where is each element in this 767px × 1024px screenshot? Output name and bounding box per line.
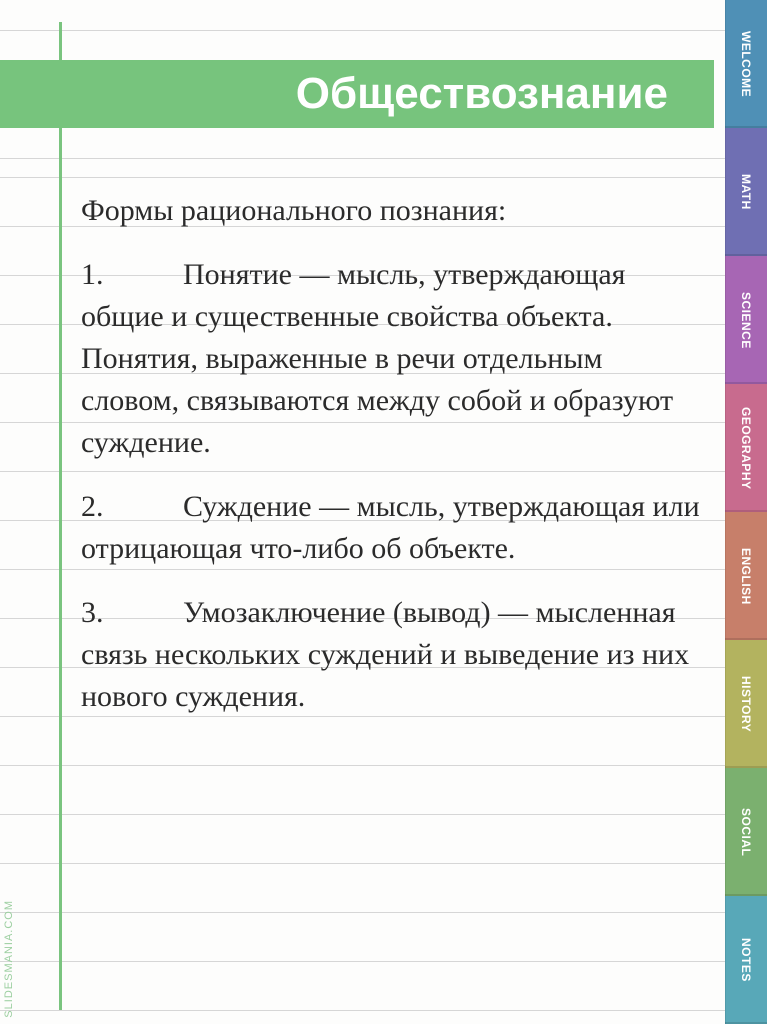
tab-label: MATH bbox=[739, 174, 753, 210]
ruled-line bbox=[0, 1010, 725, 1011]
item-text: Суждение — мысль, утверждающая или отрицающая что-либо об объекте. bbox=[81, 490, 700, 565]
intro-text: Формы рационального познания: bbox=[81, 194, 507, 227]
content-body bbox=[81, 190, 701, 740]
tab-english[interactable] bbox=[725, 512, 767, 640]
ruled-line bbox=[0, 814, 725, 815]
tab-label: SCIENCE bbox=[739, 291, 753, 349]
tab-label: ENGLISH bbox=[739, 547, 753, 605]
tab-social[interactable] bbox=[725, 768, 767, 896]
tab-welcome[interactable] bbox=[725, 0, 767, 128]
ruled-line bbox=[0, 912, 725, 913]
tab-label: WELCOME bbox=[739, 30, 753, 98]
item-text: Умозаключение (вывод) — мысленная связь нескольких суждений и выведение из них нового суждения. bbox=[81, 596, 690, 713]
item-number: 3. bbox=[81, 596, 104, 629]
tab-label: HISTORY bbox=[739, 675, 753, 733]
item-number: 2. bbox=[81, 490, 104, 523]
ruled-line bbox=[0, 961, 725, 962]
page-title: Обществознание bbox=[295, 69, 668, 118]
ruled-line bbox=[0, 158, 725, 159]
list-item bbox=[81, 486, 701, 570]
tab-label: GEOGRAPHY bbox=[739, 406, 753, 490]
item-text: Понятие — мысль, утверждающая общие и существенные свойства объекта. Понятия, выраженные в речи отдельным словом, связываются между собой и образуют суждение. bbox=[81, 258, 674, 459]
tab-label: SOCIAL bbox=[739, 807, 753, 857]
ruled-line bbox=[0, 177, 725, 178]
tab-geography[interactable] bbox=[725, 384, 767, 512]
tab-label: NOTES bbox=[739, 938, 753, 982]
section-tabs bbox=[725, 0, 767, 1024]
list-item bbox=[81, 592, 701, 718]
brand-watermark: SLIDESMANIA.COM bbox=[3, 900, 15, 1018]
ruled-line bbox=[0, 30, 725, 31]
item-number: 1. bbox=[81, 258, 104, 291]
ruled-line bbox=[0, 863, 725, 864]
tab-math[interactable] bbox=[725, 128, 767, 256]
ruled-line bbox=[0, 765, 725, 766]
margin-line bbox=[59, 22, 62, 1010]
tab-science[interactable] bbox=[725, 256, 767, 384]
title-banner bbox=[0, 60, 714, 128]
tab-history[interactable] bbox=[725, 640, 767, 768]
tab-notes[interactable] bbox=[725, 896, 767, 1024]
list-item bbox=[81, 254, 701, 464]
